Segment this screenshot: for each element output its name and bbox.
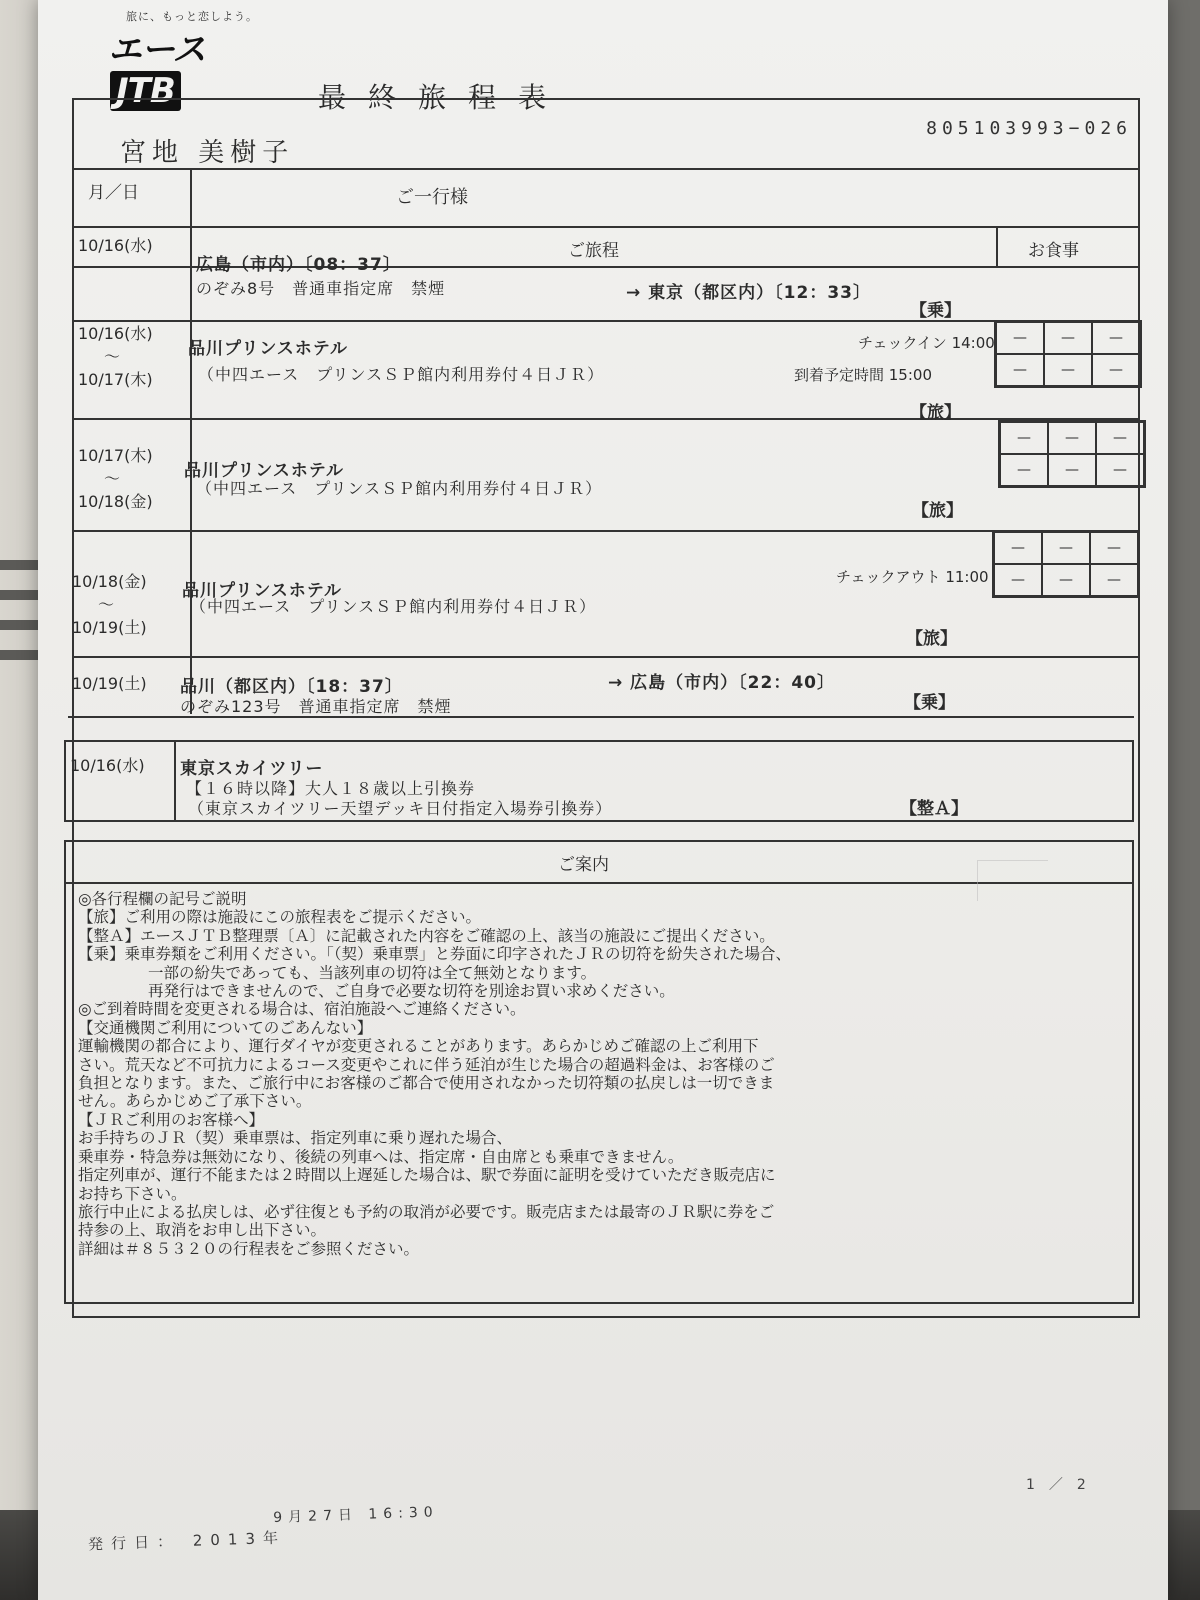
divider [72, 168, 1138, 170]
notice-line: 【整Ａ】エースＪＴＢ整理票〔Ａ〕に記載された内容をご確認の上、該当の施設にご提出ください。 [78, 926, 775, 945]
row-arrival: → 東京（都区内）〔12：33〕 [626, 283, 871, 303]
row-date: 10/16(水) [78, 236, 153, 255]
row-hotel: 品川プリンスホテル [188, 339, 348, 359]
option-date-divider [174, 740, 176, 820]
notice-line: 運輸機関の都合により、運行ダイヤが変更されることがあります。あらかじめご確認の上ご利用下 [78, 1037, 759, 1056]
option-date: 10/16(水) [70, 756, 145, 775]
meal-column-divider [996, 226, 998, 266]
row-departure: 品川（都区内）〔18：37〕 [180, 677, 403, 697]
header-date: 月／日 [88, 183, 139, 203]
meal-grid: — — — — — — [998, 420, 1146, 488]
notice-line: 旅行中止による払戻しは、必ず往復とも予約の取消が必要です。販売店または最寄のＪＲ駅に券をご [78, 1202, 775, 1221]
issue-date [87, 1504, 439, 1555]
divider [72, 320, 1138, 322]
notice-line: 負担となります。また、ご旅行中にお客様のご都合で使用されなかった切符類の払戻しは一切できま [78, 1074, 775, 1093]
notice-line: お手持ちのＪＲ（契）乗車票は、指定列車に乗り遅れた場合、 [78, 1129, 513, 1148]
row-date: 10/19(土) [72, 674, 147, 693]
row-date-range: 10/18(金) 〜 10/19(土) [72, 572, 147, 637]
divider [72, 226, 1138, 228]
row-badge: 【旅】 [912, 501, 963, 521]
row-hotel: 品川プリンスホテル [182, 581, 342, 601]
logo-brand-mark: JTB [110, 71, 181, 111]
option-ticket: 【１６時以降】大人１８歳以上引換券 [186, 779, 476, 798]
logo-tagline: 旅に、もっと恋しよう。 [126, 10, 258, 23]
divider [72, 530, 1138, 532]
page-number: 1／2 [1026, 1477, 1100, 1493]
issue-date-label: 発行日： [87, 1532, 181, 1554]
notice-line: ◎ご到着時間を変更される場合は、宿泊施設へご連絡ください。 [78, 1000, 526, 1019]
row-badge: 【乗】 [904, 693, 955, 713]
notice-line: 持参の上、取消をお申し出下さい。 [78, 1221, 327, 1240]
notice-line: 詳細は＃８５３２０の行程表をご参照ください。 [78, 1239, 420, 1258]
row-checkin: チェックイン 14:00 [858, 334, 995, 352]
option-badge: 【整Ａ】 [900, 799, 968, 819]
notice-line: ◎各行程欄の記号ご説明 [78, 890, 247, 908]
notice-text [78, 890, 1118, 1258]
header-itinerary: ご旅程 [568, 241, 619, 261]
option-title: 東京スカイツリー [180, 759, 324, 779]
header-meals: お食事 [1028, 241, 1079, 261]
divider [72, 656, 1138, 658]
row-arrival: → 広島（市内）〔22：40〕 [608, 673, 835, 693]
date-column-divider [190, 168, 192, 714]
row-checkout: チェックアウト 11:00 [836, 568, 989, 586]
jtb-logo [108, 8, 278, 111]
notice-line: 【乗】乗車券類をご利用ください。「（契）乗車票」と券面に印字されたＪＲの切符を紛失された場合、 [78, 945, 792, 964]
notice-line: 【ＪＲご利用のお客様へ】 [78, 1110, 265, 1129]
notice-line: せん。あらかじめご了承下さい。 [78, 1092, 312, 1111]
logo-brand-text: エース [108, 30, 206, 70]
divider [64, 882, 1132, 884]
row-plan: （中四エース プリンスＳＰ館内利用券付４日ＪＲ） [196, 479, 603, 498]
notice-line: さい。荒天など不可抗力によるコース変更やこれに伴う延泊が生じた場合の超過料金は、お客様のご [78, 1055, 775, 1074]
notice-title: ご案内 [558, 855, 609, 875]
row-badge: 【旅】 [906, 629, 957, 649]
row-date-range: 10/16(水) 〜 10/17(木) [78, 324, 153, 389]
row-date-range: 10/17(木) 〜 10/18(金) [78, 446, 153, 511]
notice-line: 【旅】ご利用の際は施設にこの旅程表をご提示ください。 [78, 908, 482, 927]
notice-line: 乗車券・特急券は無効になり、後続の列車へは、指定席・自由席とも乗車できません。 [78, 1147, 684, 1166]
row-arrival-time: 到着予定時間 15:00 [794, 366, 932, 384]
document-number: 805103993−026 [926, 118, 1132, 139]
divider [68, 716, 1134, 718]
notice-line: 指定列車が、運行不能または２時間以上遅延した場合は、駅で券面に証明を受けていただき販売店に [78, 1166, 776, 1185]
notice-line: お持ち下さい。 [78, 1184, 187, 1203]
row-departure: 広島（市内）〔08：37〕 [196, 255, 401, 275]
meal-grid: — — — — — — [994, 320, 1142, 388]
notice-line: 【交通機関ご利用についてのごあんない】 [78, 1018, 373, 1037]
issue-date-year: 2013年 [192, 1528, 287, 1550]
customer-name: 宮地 美樹子 [120, 138, 295, 168]
row-train: のぞみ123号 普通車指定席 禁煙 [180, 697, 452, 716]
row-plan: （中四エース プリンスＳＰ館内利用券付４日ＪＲ） [198, 365, 605, 384]
row-hotel: 品川プリンスホテル [184, 461, 344, 481]
divider [72, 418, 1138, 420]
meal-grid: — — — — — — [992, 530, 1140, 598]
issue-date-time: 9月27日 16:30 [272, 1504, 439, 1526]
customer-suffix: ご一行様 [396, 187, 468, 208]
notice-line: 再発行はできませんので、ご自身で必要な切符を別途お買い求めください。 [148, 982, 675, 1001]
notice-line: 一部の紛失であっても、当該列車の切符は全て無効となります。 [148, 963, 597, 982]
itinerary-sheet [38, 0, 1168, 1600]
row-train: のぞみ8号 普通車指定席 禁煙 [196, 279, 446, 298]
row-plan: （中四エース プリンスＳＰ館内利用券付４日ＪＲ） [190, 597, 597, 616]
row-badge: 【旅】 [910, 403, 961, 423]
option-ticket-detail: （東京スカイツリー天望デッキ日付指定入場券引換券） [188, 799, 613, 818]
row-badge: 【乗】 [910, 301, 961, 321]
document-title: 最終旅程表 [318, 81, 569, 114]
